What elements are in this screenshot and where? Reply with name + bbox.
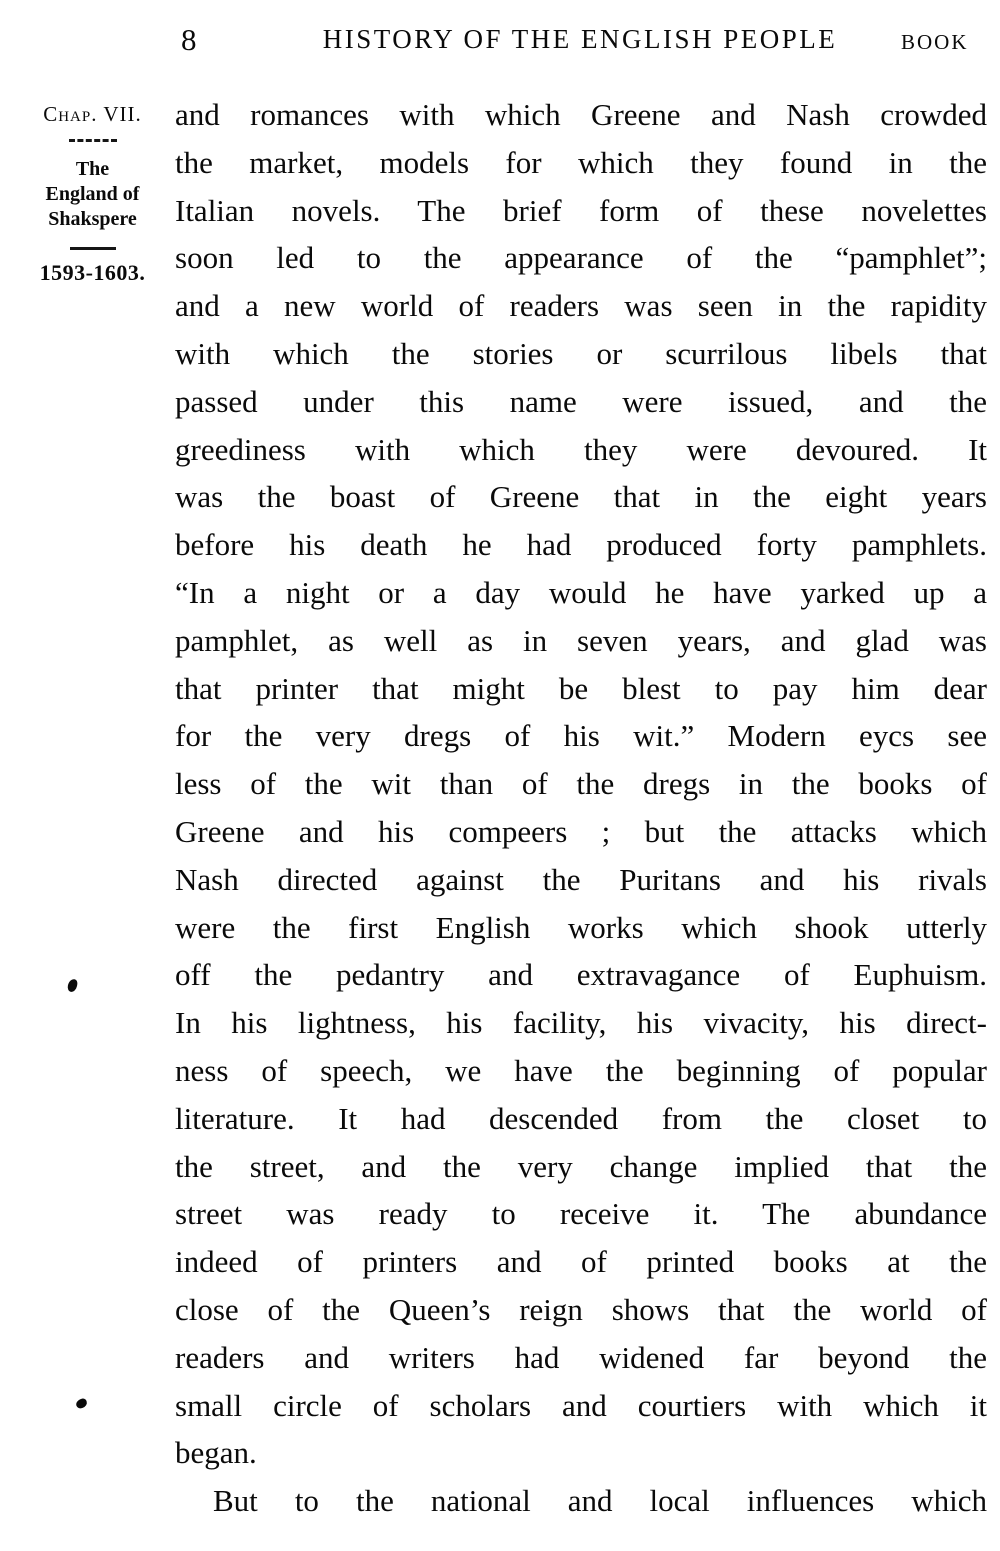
text-line: greediness with which they were devoured. It: [175, 431, 987, 467]
chapter-label: Chap. VII.: [43, 102, 142, 126]
text-line: off the pedantry and extravagance of Euphuism.: [175, 957, 987, 993]
ink-speck: [75, 1398, 88, 1410]
text-line: with which the stories or scurrilous libels that: [175, 335, 987, 371]
text-line: were the first English works which shook utterly: [175, 909, 987, 945]
text-line: and a new world of readers was seen in the rapidity: [175, 288, 987, 324]
ink-speck: [67, 978, 79, 993]
text-line: small circle of scholars and courtiers with which it: [175, 1387, 987, 1423]
text-line: the market, models for which they found in the: [175, 144, 987, 180]
text-line: In his lightness, his facility, his vivacity, his direct-: [175, 1005, 987, 1041]
text-line: But to the national and local influences which: [213, 1483, 987, 1519]
book-label: BOOK: [901, 30, 969, 54]
text-line: was the boast of Greene that in the eight years: [175, 479, 987, 515]
text-line: and romances with which Greene and Nash crowded: [175, 97, 987, 132]
text-line: street was ready to receive it. The abundance: [175, 1196, 987, 1232]
solid-rule: [70, 247, 116, 250]
text-line: ness of speech, we have the beginning of popular: [175, 1052, 987, 1088]
text-line: pamphlet, as well as in seven years, and glad was: [175, 622, 987, 658]
text-line: less of the wit than of the dregs in the books of: [175, 766, 987, 802]
text-line: indeed of printers and of printed books at the: [175, 1244, 987, 1280]
text-line: passed under this name were issued, and the: [175, 383, 987, 419]
margin-notes: [20, 101, 165, 286]
page-number: 8: [181, 22, 197, 57]
margin-note-line: Shakspere: [48, 208, 137, 230]
page-header: [0, 0, 1000, 70]
text-line: for the very dregs of his wit.” Modern eycs see: [175, 718, 987, 754]
text-line: “In a night or a day would he have yarked up a: [175, 574, 987, 610]
text-line: Italian novels. The brief form of these novelettes: [175, 192, 987, 228]
dashed-rule: [69, 139, 117, 142]
text-line: that printer that might be blest to pay him dear: [175, 670, 987, 706]
margin-note-line: England of: [45, 183, 140, 205]
text-line: before his death he had produced forty pamphlets.: [175, 527, 987, 563]
body-text: [175, 91, 987, 1525]
text-line: Greene and his compeers ; but the attacks which: [175, 813, 987, 849]
text-line: Nash directed against the Puritans and his rivals: [175, 861, 987, 897]
text-line: close of the Queen’s reign shows that the world of: [175, 1291, 987, 1327]
text-line: began.: [175, 1435, 257, 1471]
running-title: HISTORY OF THE ENGLISH PEOPLE: [322, 24, 838, 54]
date-range: 1593-1603.: [39, 260, 146, 285]
text-line: readers and writers had widened far beyond the: [175, 1339, 987, 1375]
text-line: literature. It had descended from the closet to: [175, 1100, 987, 1136]
margin-note-line: The: [75, 158, 110, 180]
text-line: soon led to the appearance of the “pamphlet”;: [175, 240, 987, 276]
text-line: the street, and the very change implied that the: [175, 1148, 987, 1184]
